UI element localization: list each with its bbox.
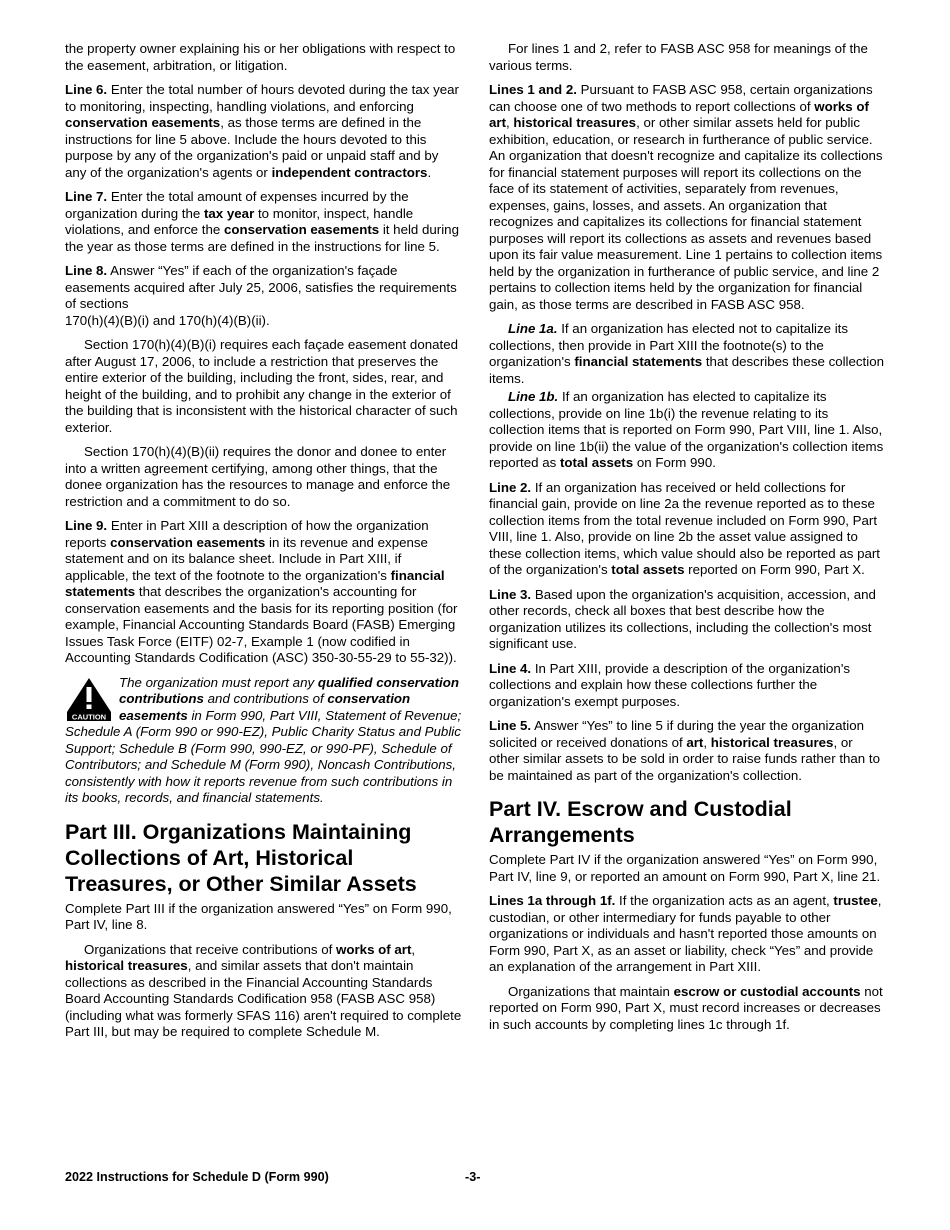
page-number: -3-	[465, 1170, 481, 1184]
line-7-paragraph: Line 7. Enter the total amount of expenses incurred by the organization during the tax year to monitor, inspect, handle violations, and enforce the conservation easements it held during the year as those terms are defined in the instructions for line 5.	[65, 189, 459, 254]
part-iii-paragraph: Organizations that receive contributions of works of art, historical treasures, and similar assets that don't maintain collections as described in the Financial Accounting Standards Board Accounting Standards Codification 958 (FASB ASC 958) (including what was formerly SFAS 116) aren't required to complete Part III, but may be required to complete Schedule M.	[65, 941, 462, 1039]
line-8-paragraph: Line 8. Answer “Yes” if each of the organization's façade easements acquired after July 25, 2006, satisfies the requirements of sections 170(h)(4)(B)(i) and 170(h)(4)(B)(ii).	[65, 263, 457, 328]
caution-note: CAUTION The organization must report any qualified conservation contributions and contributions of conservation easements in Form 990, Part VIII, Statement of Revenue; Schedule A (Form 990 or 990-EZ), Public Charity Status and Public Support; Schedule B (Form 990, 990-EZ, or 990-PF), Schedule of Contributors; and Schedule M (Form 990), Noncash Contributions, consistently with how it reports revenue from such contributions in its books, records, and financial statements.	[65, 674, 462, 805]
part-iv-heading: Part IV. Escrow and Custodial Arrangements	[489, 797, 792, 847]
line-1b-paragraph: Line 1b. If an organization has elected to capitalize its collections, provide on line 1b(i) the revenue relating to its collection items that is reported on Form 990, Part VIII, line 1. Also, provide on line 1b(ii) the value of the organization's collection items reported as total assets on Form 990.	[489, 389, 884, 470]
line-6-paragraph: Line 6. Enter the total number of hours devoted during the tax year to monitoring, inspecting, handling violations, and enforcing conservation easements, as those terms are defined in the instructions for line 5 above. Include the hours devoted to this purpose by any of the organization's paid or unpaid staff and by any of the organization's agents or independent contractors.	[65, 82, 459, 180]
lines-1a-1f-paragraph: Lines 1a through 1f. If the organization acts as an agent, trustee, custodian, or other intermediary for funds payable to other organizations or individuals and hasn't reported those amounts on Form 990, Part X, as an asset or liability, check “Yes” and provide an explanation of the arrangement in Part XIII.	[489, 893, 882, 974]
part-iii-heading: Part III. Organizations Maintaining Collections of Art, Historical Treasures, or Other Similar Assets	[65, 819, 417, 896]
caution-label: CAUTION	[71, 712, 107, 721]
line-3-paragraph: Line 3. Based upon the organization's acquisition, accession, and other records, check all boxes that best describe how the organization utilizes its collections, including the collection's most significant use.	[489, 586, 876, 651]
caution-icon	[65, 677, 113, 721]
line-2-paragraph: Line 2. If an organization has received or held collections for financial gain, provide on line 2a the revenue reported as to these collection items from the total revenue included on Form 990, Part VIII, line 1. Also, provide on line 2b the asset value assigned to these collection items, which value should also be reported as part of the organization's total assets reported on Form 990, Part X.	[489, 479, 880, 577]
footer-title: 2022 Instructions for Schedule D (Form 990)	[65, 1170, 329, 1184]
section-170-ii-paragraph: Section 170(h)(4)(B)(ii) requires the donor and donee to enter into a written agreement certifying, among other things, that the donee organization has the resources to manage and enforce the restriction and a commitment to do so.	[65, 444, 451, 509]
line-9-paragraph: Line 9. Enter in Part XIII a description of how the organization reports conservation easements in its revenue and expense statement and on its balance sheet. Include in Part XIII, if applicable, the text of the footnote to the organization's financial statements that describes the organization's accounting for conservation easements and the basis for its reporting position (for example, Financial Accounting Standards Board (FASB) Emerging Issues Task Force (EITF) 02-7, Example 1 (now codified in Accounting Standards Codification (ASC) 350-30-55-29 to 55-32)).	[65, 518, 458, 665]
lines-1-2-paragraph: Lines 1 and 2. Pursuant to FASB ASC 958, certain organizations can choose one of two methods to report collections of works of art, historical treasures, or other similar assets held for public exhibition, education, or research in furtherance of public service. An organization that doesn't recognize and capitalize its collections for financial statement purposes will report its collections on the face of its statement of activities, separately from revenues, expenses, gains, losses, and assets. An organization that recognizes and capitalizes its collections for financial statement purposes will report its collections as assets and revenues based upon its fair value measurement. Line 1 pertains to collection items held by the organization in furtherance of public service, and line 2 pertains to collection items held by the organization for financial gain, as those terms are described in FASB ASC 958.	[489, 82, 883, 312]
part-iv-intro: Complete Part IV if the organization answered “Yes” on Form 990, Part IV, line 9, or reported an amount on Form 990, Part X, line 21.	[489, 852, 881, 884]
lines-1-2-intro: For lines 1 and 2, refer to FASB ASC 958 for meanings of the various terms.	[489, 41, 868, 73]
line-4-paragraph: Line 4. In Part XIII, provide a description of the organization's collections and explain how these collections further the organization's exempt purposes.	[489, 660, 851, 709]
part-iii-intro: Complete Part III if the organization answered “Yes” on Form 990, Part IV, line 8.	[65, 900, 452, 932]
escrow-paragraph: Organizations that maintain escrow or custodial accounts not reported on Form 990, Part X, must record increases or decreases in such accounts by completing lines 1c through 1f.	[489, 983, 883, 1032]
section-170-i-paragraph: Section 170(h)(4)(B)(i) requires each façade easement donated after August 17, 2006, to include a restriction that preserves the entire exterior of the building, including the front, sides, rear, and height of the building, and to prohibit any change in the exterior of the building that is inconsistent with the historical character of such exterior.	[65, 337, 458, 435]
left-column	[65, 41, 462, 1049]
right-column	[489, 41, 886, 1041]
line-5-paragraph: Line 5. Answer “Yes” to line 5 if during the year the organization solicited or received donations of art, historical treasures, or other similar assets to be sold in order to raise funds rather than to be maintained as part of the organization's collection.	[489, 718, 880, 783]
continuation-paragraph: the property owner explaining his or her obligations with respect to the easement, arbitration, or litigation.	[65, 41, 456, 73]
line-1a-paragraph: Line 1a. If an organization has elected not to capitalize its collections, then provide in Part XIII the footnote(s) to the organization's financial statements that describes these collection items.	[489, 321, 884, 386]
